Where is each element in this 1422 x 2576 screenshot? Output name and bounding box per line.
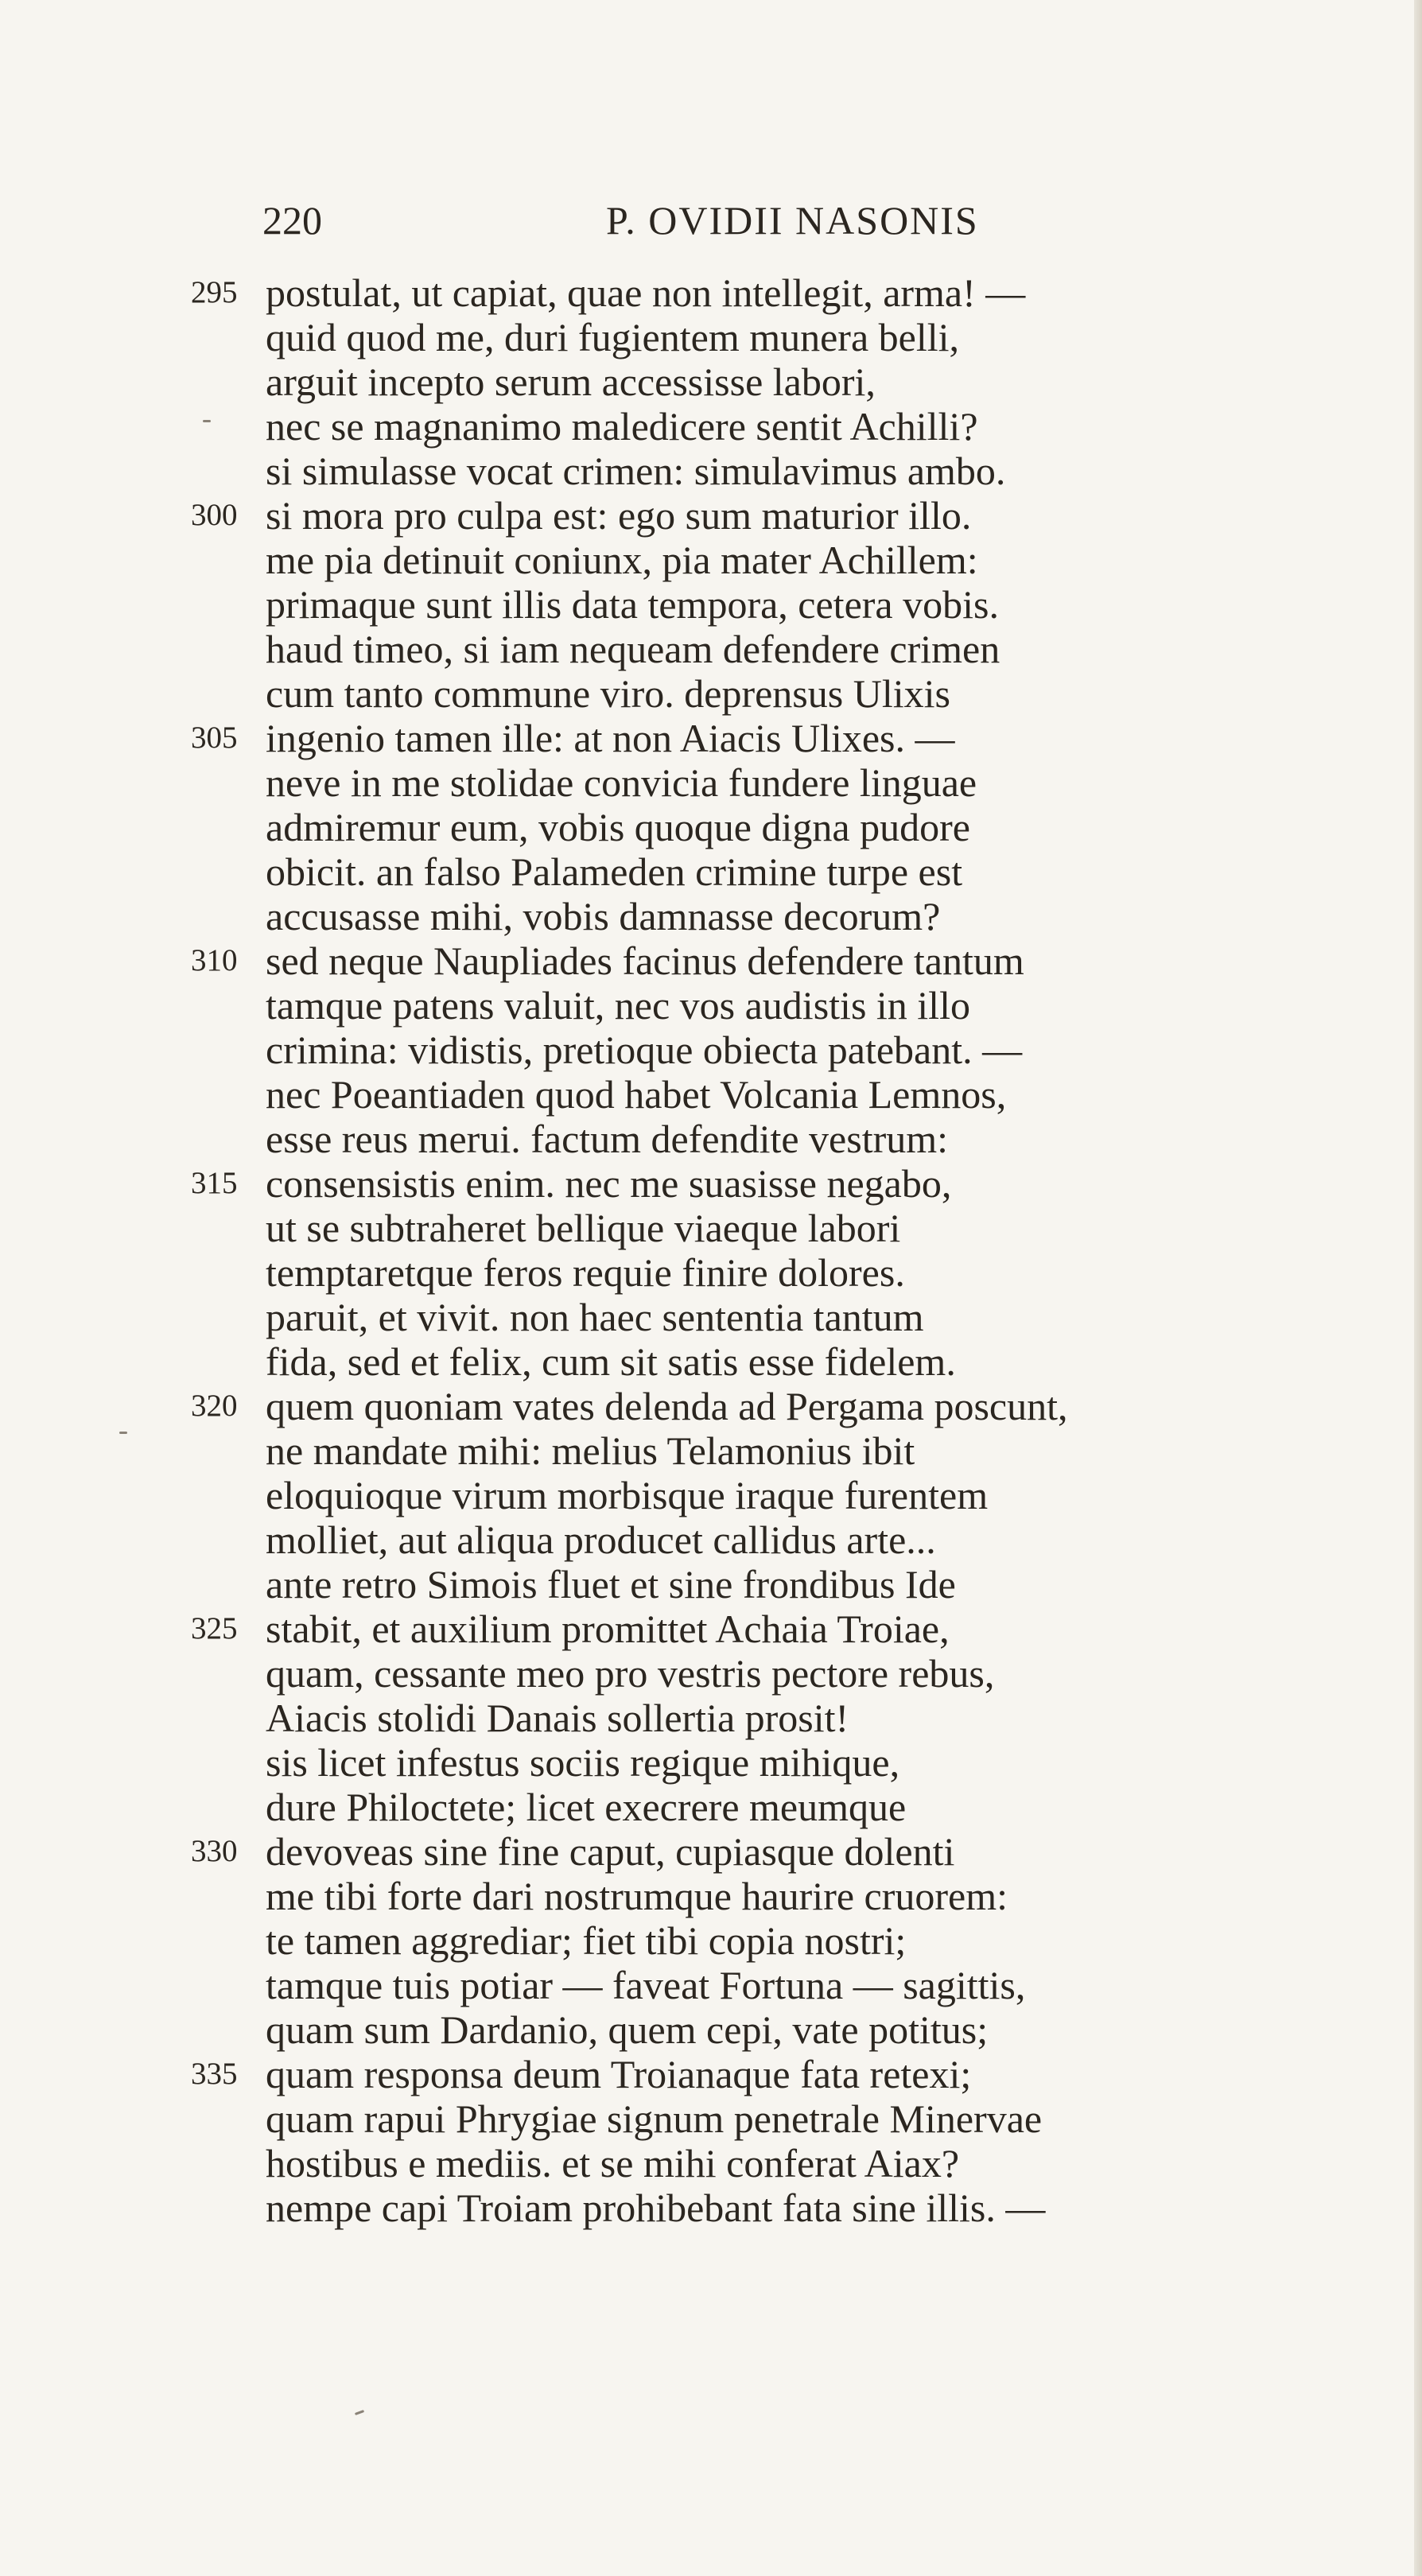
line-text: cum tanto commune viro. deprensus Ulixis — [266, 671, 950, 716]
verse-line — [0, 449, 1422, 493]
print-speck — [119, 1432, 127, 1434]
line-text: obicit. an falso Palameden crimine turpe est — [266, 849, 963, 894]
line-text: nec se magnanimo maledicere sentit Achilli? — [266, 404, 978, 449]
verse-line — [0, 1206, 1422, 1250]
verse-line — [0, 894, 1422, 938]
line-text: ante retro Simois fluet et sine frondibus Ide — [266, 1562, 956, 1607]
line-text: admiremur eum, vobis quoque digna pudore — [266, 805, 970, 849]
line-text: nempe capi Troiam prohibebant fata sine illis. — — [266, 2186, 1046, 2230]
verse-text — [0, 270, 1422, 2230]
line-number: 330 — [191, 1834, 238, 1868]
verse-line — [0, 1740, 1422, 1785]
line-text: neve in me stolidae convicia fundere linguae — [266, 760, 977, 805]
verse-line — [0, 805, 1422, 849]
verse-line — [0, 1028, 1422, 1072]
verse-line — [0, 270, 1422, 315]
line-text: haud timeo, si iam nequeam defendere crimen — [266, 627, 1000, 671]
line-text: nec Poeantiaden quod habet Volcania Lemnos, — [266, 1072, 1007, 1117]
line-text: quam, cessante meo pro vestris pectore rebus, — [266, 1651, 995, 1696]
verse-line — [0, 2141, 1422, 2186]
verse-line — [0, 1384, 1422, 1428]
verse-line — [0, 849, 1422, 894]
verse-line — [0, 2096, 1422, 2141]
verse-line — [0, 716, 1422, 760]
verse-line — [0, 627, 1422, 671]
verse-line — [0, 1473, 1422, 1517]
verse-line — [0, 1607, 1422, 1651]
verse-line — [0, 760, 1422, 805]
verse-line — [0, 2007, 1422, 2052]
line-text: quam sum Dardanio, quem cepi, vate potitus; — [266, 2007, 989, 2052]
line-text: ingenio tamen ille: at non Aiacis Ulixes. — — [266, 716, 955, 760]
verse-line — [0, 359, 1422, 404]
verse-line — [0, 1696, 1422, 1740]
verse-line — [0, 1562, 1422, 1607]
line-text: me tibi forte dari nostrumque haurire cruorem: — [266, 1874, 1008, 1918]
verse-line — [0, 404, 1422, 449]
line-text: arguit incepto serum accessisse labori, — [266, 359, 876, 404]
verse-line — [0, 315, 1422, 359]
verse-line — [0, 1250, 1422, 1295]
verse-line — [0, 1963, 1422, 2007]
line-text: tamque tuis potiar — faveat Fortuna — sagittis, — [266, 1963, 1026, 2007]
line-text: paruit, et vivit. non haec sententia tantum — [266, 1295, 924, 1339]
verse-line — [0, 1829, 1422, 1874]
verse-line — [0, 1339, 1422, 1384]
verse-line — [0, 1785, 1422, 1829]
line-text: Aiacis stolidi Danais sollertia prosit! — [266, 1696, 849, 1740]
verse-line — [0, 1874, 1422, 1918]
verse-line — [0, 671, 1422, 716]
line-text: primaque sunt illis data tempora, cetera vobis. — [266, 582, 999, 627]
line-text: si mora pro culpa est: ego sum maturior illo. — [266, 493, 972, 538]
line-text: consensistis enim. nec me suasisse negabo, — [266, 1161, 952, 1206]
verse-line — [0, 582, 1422, 627]
line-text: crimina: vidistis, pretioque obiecta patebant. — — [266, 1028, 1023, 1072]
line-number: 320 — [191, 1389, 238, 1423]
line-text: sed neque Naupliades facinus defendere tantum — [266, 938, 1024, 983]
verse-line — [0, 1651, 1422, 1696]
line-text: dure Philoctete; licet execrere meumque — [266, 1785, 907, 1829]
verse-line — [0, 1918, 1422, 1963]
verse-line — [0, 1117, 1422, 1161]
line-text: sis licet infestus sociis regique mihique, — [266, 1740, 900, 1785]
print-speck — [203, 420, 211, 422]
line-text: esse reus merui. factum defendite vestrum: — [266, 1117, 949, 1161]
verse-line — [0, 2052, 1422, 2096]
verse-line — [0, 983, 1422, 1028]
verse-line — [0, 538, 1422, 582]
line-text: quam responsa deum Troianaque fata retexi; — [266, 2052, 972, 2096]
line-text: stabit, et auxilium promittet Achaia Troiae, — [266, 1607, 950, 1651]
verse-line — [0, 1428, 1422, 1473]
verse-line — [0, 938, 1422, 983]
verse-line — [0, 1295, 1422, 1339]
line-text: devoveas sine fine caput, cupiasque dolenti — [266, 1829, 955, 1874]
line-number: 305 — [191, 721, 238, 755]
print-speck — [355, 2410, 364, 2415]
page-header — [262, 197, 1002, 245]
line-text: postulat, ut capiat, quae non intellegit, arma! — — [266, 270, 1026, 315]
line-number: 335 — [191, 2057, 238, 2091]
line-text: ne mandate mihi: melius Telamonius ibit — [266, 1428, 915, 1473]
verse-line — [0, 1517, 1422, 1562]
line-text: hostibus e mediis. et se mihi conferat Aiax? — [266, 2141, 960, 2186]
line-number: 300 — [191, 498, 238, 532]
verse-line — [0, 2186, 1422, 2230]
line-text: molliet, aut aliqua producet callidus arte... — [266, 1517, 936, 1562]
verse-line — [0, 493, 1422, 538]
line-number: 325 — [191, 1611, 238, 1645]
line-number: 310 — [191, 943, 238, 977]
line-text: fida, sed et felix, cum sit satis esse fidelem. — [266, 1339, 956, 1384]
line-text: quem quoniam vates delenda ad Pergama poscunt, — [266, 1384, 1068, 1428]
line-text: quam rapui Phrygiae signum penetrale Minervae — [266, 2096, 1043, 2141]
line-text: accusasse mihi, vobis damnasse decorum? — [266, 894, 941, 938]
page-number: 220 — [262, 198, 322, 243]
line-text: tamque patens valuit, nec vos audistis in illo — [266, 983, 970, 1028]
line-text: ut se subtraheret bellique viaeque labori — [266, 1206, 901, 1250]
line-number: 295 — [191, 275, 238, 309]
line-text: si simulasse vocat crimen: simulavimus ambo. — [266, 449, 1006, 493]
line-number: 315 — [191, 1166, 238, 1200]
running-title: P. OVIDII NASONIS — [606, 198, 979, 243]
line-text: te tamen aggrediar; fiet tibi copia nostri; — [266, 1918, 907, 1963]
line-text: quid quod me, duri fugientem munera belli, — [266, 315, 960, 359]
line-text: temptaretque feros requie finire dolores. — [266, 1250, 905, 1295]
line-text: eloquioque virum morbisque iraque furentem — [266, 1473, 989, 1517]
verse-line — [0, 1072, 1422, 1117]
line-text: me pia detinuit coniunx, pia mater Achillem: — [266, 538, 978, 582]
verse-line — [0, 1161, 1422, 1206]
